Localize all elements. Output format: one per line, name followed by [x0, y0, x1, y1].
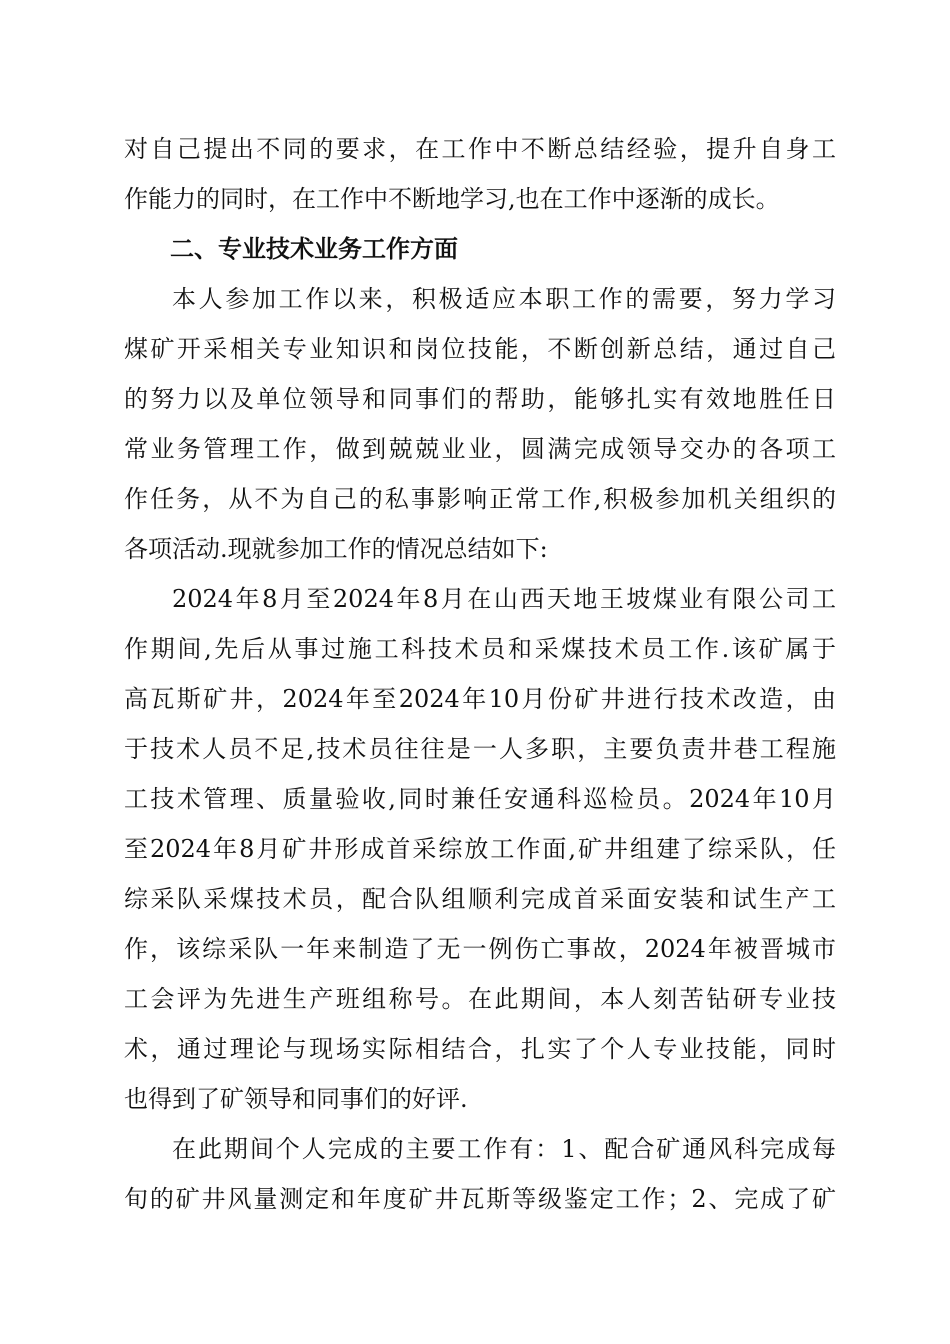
body-text-line: 对自己提出不同的要求，在工作中不断总结经验，提升自身工 [124, 135, 836, 163]
body-text-line: 也得到了矿领导和同事们的好评. [124, 1085, 468, 1113]
body-text-line: 2024年8月至2024年8月在山西天地王坡煤业有限公司工 [172, 585, 836, 613]
body-text-line: 作期间,先后从事过施工科技术员和采煤技术员工作.该矿属于 [124, 635, 836, 663]
body-text-line: 综采队采煤技术员，配合队组顺利完成首采面安装和试生产工 [124, 885, 836, 913]
body-text-line: 于技术人员不足,技术员往往是一人多职，主要负责井巷工程施 [124, 735, 836, 763]
body-text-line: 工技术管理、质量验收,同时兼任安通科巡检员。2024年10月 [124, 785, 836, 813]
body-text-line: 各项活动.现就参加工作的情况总结如下: [124, 535, 548, 563]
body-text-line: 至2024年8月矿井形成首采综放工作面,矿井组建了综采队，任 [124, 835, 836, 863]
body-text-line: 工会评为先进生产班组称号。在此期间，本人刻苦钻研专业技 [124, 985, 836, 1013]
body-text-line: 高瓦斯矿井，2024年至2024年10月份矿井进行技术改造，由 [124, 685, 836, 713]
body-text-line: 常业务管理工作，做到兢兢业业，圆满完成领导交办的各项工 [124, 435, 836, 463]
body-text-line: 在此期间个人完成的主要工作有：1、配合矿通风科完成每 [172, 1135, 836, 1163]
body-text-line: 煤矿开采相关专业知识和岗位技能，不断创新总结，通过自己 [124, 335, 836, 363]
body-text-line: 本人参加工作以来，积极适应本职工作的需要，努力学习 [172, 285, 836, 313]
body-text-line: 作，该综采队一年来制造了无一例伤亡事故，2024年被晋城市 [124, 935, 836, 963]
body-text-line: 作能力的同时，在工作中不断地学习,也在工作中逐渐的成长。 [124, 185, 780, 213]
body-text-line: 旬的矿井风量测定和年度矿井瓦斯等级鉴定工作；2、完成了矿 [124, 1185, 836, 1213]
body-text-line: 的努力以及单位领导和同事们的帮助，能够扎实有效地胜任日 [124, 385, 836, 413]
body-text-line: 术，通过理论与现场实际相结合，扎实了个人专业技能，同时 [124, 1035, 836, 1063]
body-text-line: 作任务，从不为自己的私事影响正常工作,积极参加机关组织的 [124, 485, 836, 513]
section-heading: 二、专业技术业务工作方面 [170, 235, 458, 263]
